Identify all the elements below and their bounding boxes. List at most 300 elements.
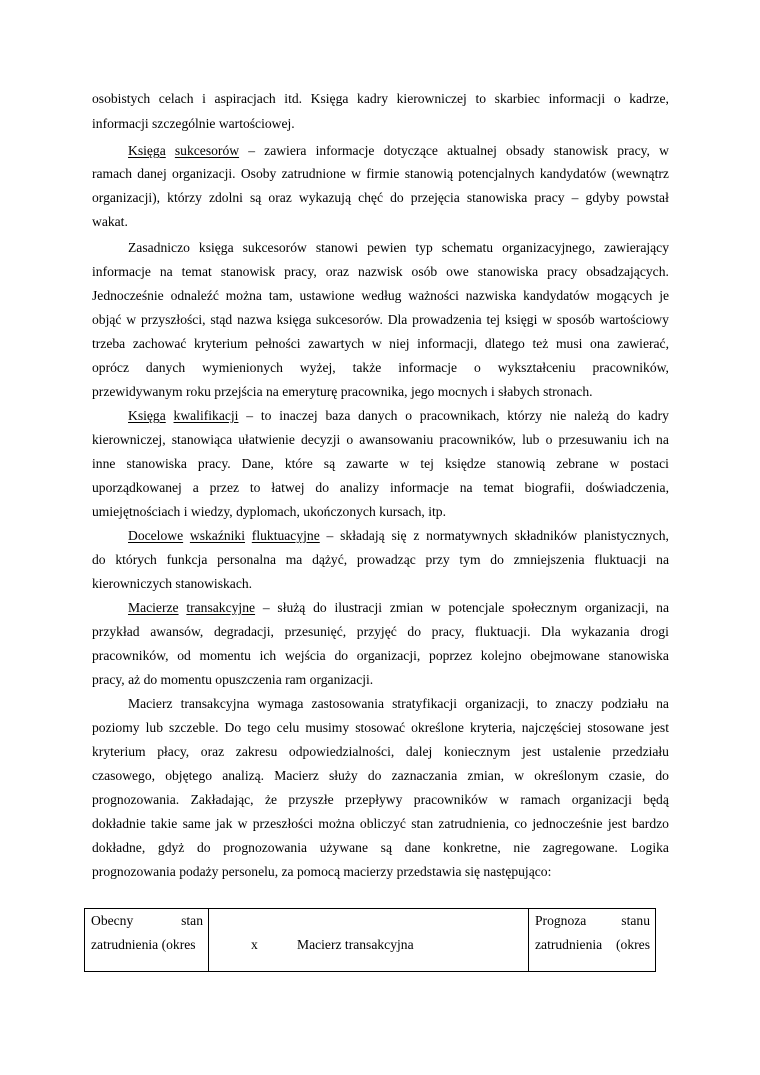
word: do <box>315 480 330 495</box>
word: o <box>613 91 621 106</box>
word: do <box>490 552 504 567</box>
word: społecznym <box>512 600 578 615</box>
word: że <box>264 792 278 807</box>
word: w <box>609 456 620 471</box>
text-line <box>92 358 669 378</box>
word: – <box>262 600 270 615</box>
word: jednocześnie <box>532 816 603 831</box>
word: danych <box>358 408 398 423</box>
word: wyżej, <box>299 360 336 375</box>
word: pracy, <box>284 264 317 279</box>
word: fluktuacji <box>594 552 647 567</box>
word: przykład <box>92 624 140 639</box>
word: zebrane <box>556 456 599 471</box>
word: obliczyć <box>359 816 406 831</box>
word: można <box>318 816 355 831</box>
word: o <box>405 408 412 423</box>
underlined-term: Księga <box>128 143 166 158</box>
word: takie <box>150 816 178 831</box>
text-run: informacji szczególnie wartościowej. <box>92 116 295 131</box>
word: dalej <box>405 744 433 759</box>
word: pracy, <box>431 624 465 639</box>
word: organizacji <box>571 792 632 807</box>
word: stanowiąca <box>171 432 233 447</box>
forecast-staff-cell <box>529 909 655 971</box>
word: ramach <box>520 792 561 807</box>
word: w <box>499 792 509 807</box>
word: schematu <box>441 240 494 255</box>
word: kierowniczej, <box>92 432 166 447</box>
word: zastosowania <box>311 696 385 711</box>
word: przeszłości <box>252 816 314 831</box>
word: nazwa <box>237 312 272 327</box>
word: kryterium <box>194 336 248 351</box>
word: pewien <box>367 240 407 255</box>
text-line <box>92 114 669 134</box>
matrix-label: Macierz transakcyjna <box>297 937 414 952</box>
word: których <box>115 552 157 567</box>
word: w <box>126 312 137 327</box>
word: o <box>346 432 354 447</box>
word: kadry <box>357 91 388 106</box>
word: należą <box>574 408 609 423</box>
word: decyzji <box>301 432 341 447</box>
forecast-table <box>84 908 656 972</box>
word: – <box>246 408 254 423</box>
word: to <box>475 91 487 106</box>
word: wejścia <box>284 648 326 663</box>
text-line <box>92 646 669 666</box>
word: zmniejszenia <box>513 552 585 567</box>
word: informacje <box>389 480 449 495</box>
word: którzy <box>507 408 542 423</box>
word: gdyż <box>157 840 185 855</box>
text-line <box>92 742 669 762</box>
word: baza <box>325 408 351 423</box>
word: aspiracjach <box>214 91 276 106</box>
word: dlatego <box>484 336 525 351</box>
word: w <box>659 143 669 158</box>
word: celu <box>276 720 300 735</box>
text-line <box>92 212 669 232</box>
underlined-term: Macierze <box>128 600 179 615</box>
word: przesunięć, <box>284 624 347 639</box>
word: degradacji, <box>213 624 274 639</box>
text-line <box>92 262 669 282</box>
word: oraz <box>325 264 350 279</box>
word: przejęcia <box>410 190 460 205</box>
word: awansowaniu <box>359 432 434 447</box>
word: organizacyjnego, <box>502 240 596 255</box>
word: owe <box>446 264 469 279</box>
word: inne <box>92 456 116 471</box>
word: zatrudnienia <box>535 937 603 952</box>
word: kolejno <box>480 648 522 663</box>
word: będą <box>643 792 669 807</box>
text-line <box>128 526 669 546</box>
word: konkretne, <box>442 840 501 855</box>
text-line <box>92 478 669 498</box>
text-line <box>128 238 669 258</box>
word: stanowiska <box>126 456 187 471</box>
text-line <box>92 790 669 810</box>
word: organizacji. <box>172 166 236 181</box>
word: pracowników, <box>592 360 669 375</box>
text-run: prognozowania podaży personelu, za pomocą macierzy przedstawia się następująco: <box>92 864 552 879</box>
word: na <box>656 552 669 567</box>
text-run: kierowniczych stanowiskach. <box>92 576 253 591</box>
word: składników <box>514 528 578 543</box>
word: o <box>545 432 553 447</box>
word: lub <box>145 720 163 735</box>
word: jak <box>215 816 233 831</box>
word: biografii, <box>524 480 575 495</box>
word: analizy <box>339 480 380 495</box>
word: Logika <box>630 840 669 855</box>
word: składają <box>340 528 385 543</box>
word: księga <box>276 312 312 327</box>
word: Obecny <box>91 913 134 928</box>
word: ważności <box>408 288 459 303</box>
word: łatwej <box>271 480 305 495</box>
word: temat <box>483 480 514 495</box>
word: jest <box>607 816 627 831</box>
word: służą <box>277 600 306 615</box>
text-line <box>92 550 669 570</box>
text-line <box>92 430 669 450</box>
word: stanowisk <box>553 143 609 158</box>
text-run: pracy, aż do momentu opuszczenia ram organizacji. <box>92 672 374 687</box>
word: transakcyjna <box>180 696 250 711</box>
text-line <box>92 89 669 109</box>
cell-line: zatrudnienia (okres <box>91 937 196 952</box>
word: zawarte <box>346 456 389 471</box>
word: prowadzenia <box>412 312 482 327</box>
word: dokładnie <box>92 816 146 831</box>
word: organizacji), <box>92 190 161 205</box>
word: informacji, <box>417 336 478 351</box>
word: kandydatów <box>523 288 590 303</box>
underlined-term: wskaźniki <box>189 528 246 543</box>
word: stanowiska <box>608 648 669 663</box>
word: także <box>352 360 382 375</box>
word: znaczy <box>555 696 594 711</box>
word: odpowiedzialności, <box>288 744 395 759</box>
text-run: umiejętnościach i wiedzy, dyplomach, ukończonych kursach, itp. <box>92 504 446 519</box>
text-line <box>92 814 669 834</box>
word: Zakładając, <box>190 792 254 807</box>
text-line <box>92 718 669 738</box>
word: płacy, <box>157 744 190 759</box>
word: przedziału <box>612 744 669 759</box>
word: do <box>334 648 349 663</box>
word: danych <box>145 360 186 375</box>
word: pracowników, <box>92 648 169 663</box>
word: kandydatów <box>539 166 607 181</box>
word: na <box>459 480 473 495</box>
cell-line <box>535 935 650 955</box>
word: Do <box>224 720 242 735</box>
word: sukcesorów. <box>316 312 383 327</box>
word: osób <box>411 264 438 279</box>
underlined-term: sukcesorów <box>174 143 240 158</box>
text-run: wakat. <box>92 214 128 229</box>
word: określone <box>411 720 464 735</box>
word: wymaga <box>257 696 304 711</box>
word: przyszłe <box>288 792 334 807</box>
cell-line <box>91 911 203 931</box>
word: stan <box>181 913 203 928</box>
word: ma <box>285 552 303 567</box>
word: przesuwaniu <box>558 432 628 447</box>
word: organizacji, <box>465 696 529 711</box>
word: zmian, <box>467 768 505 783</box>
word: ona <box>590 336 610 351</box>
word: w <box>542 312 553 327</box>
word: stanowisk <box>220 264 276 279</box>
word: potencjalnych <box>458 166 535 181</box>
current-staff-cell <box>85 909 209 971</box>
word: organizacji, <box>356 648 421 663</box>
word: uporządkowanej <box>92 480 182 495</box>
word: można <box>225 288 262 303</box>
word: inaczej <box>279 408 318 423</box>
word: są <box>323 456 336 471</box>
word: – <box>571 190 579 205</box>
word: wartościowy <box>599 312 669 327</box>
word: drogi <box>640 624 669 639</box>
word: prognozowania <box>223 840 308 855</box>
word: używane <box>319 840 369 855</box>
word: prognozowania. <box>92 792 180 807</box>
word: najczęściej <box>521 720 582 735</box>
word: służy <box>328 768 358 783</box>
word: przepływy <box>345 792 403 807</box>
matrix-cell <box>209 909 529 971</box>
word: wykazania <box>571 624 630 639</box>
word: ilustracji <box>334 600 383 615</box>
word: czasowego, <box>92 768 156 783</box>
word: (okres <box>616 937 650 952</box>
word: firmie <box>366 166 400 181</box>
word: są <box>380 840 392 855</box>
underlined-term: Księga <box>128 408 166 423</box>
word: szczeble. <box>169 720 219 735</box>
word: organizacji, <box>584 600 649 615</box>
word: według <box>361 288 402 303</box>
word: temat <box>181 264 212 279</box>
word: ustalenie <box>552 744 601 759</box>
text-line <box>92 188 669 208</box>
word: koniecznym <box>443 744 511 759</box>
word: Prognoza <box>535 913 587 928</box>
word: i <box>202 91 206 106</box>
word: wykształceniu <box>497 360 576 375</box>
word: stanowią <box>404 166 454 181</box>
word: zaznaczania <box>391 768 458 783</box>
word: Dla <box>541 624 561 639</box>
word: poprzez <box>429 648 473 663</box>
word: postaci <box>630 456 669 471</box>
word: księdze <box>445 456 486 471</box>
word: o <box>474 360 481 375</box>
text-line <box>92 286 669 306</box>
word: jest <box>521 744 541 759</box>
word: musi <box>555 336 583 351</box>
word: stanowiska <box>477 264 539 279</box>
word: co <box>514 816 528 831</box>
word: księga <box>198 240 234 255</box>
word: trzeba <box>92 336 126 351</box>
word: ich <box>259 648 277 663</box>
word: stanowią <box>496 456 546 471</box>
word: w <box>371 336 382 351</box>
text-line <box>92 622 669 642</box>
word: na <box>159 264 173 279</box>
word: do <box>407 624 422 639</box>
word: sukcesorów <box>242 240 307 255</box>
word: zawierać, <box>617 336 669 351</box>
word: poziomy <box>92 720 140 735</box>
word: ustawione <box>299 288 355 303</box>
word: dążyć, <box>312 552 348 567</box>
word: zatrudnione <box>281 166 346 181</box>
word: momentu <box>199 648 251 663</box>
word: lub <box>522 432 540 447</box>
word: przyjęć <box>356 624 397 639</box>
word: zakresu <box>235 744 278 759</box>
word: personalna <box>217 552 276 567</box>
word: analizą. <box>222 768 265 783</box>
word: oraz <box>200 744 225 759</box>
word: – <box>248 143 256 158</box>
word: się <box>391 528 407 543</box>
word: w <box>430 600 441 615</box>
word: którzy <box>167 190 202 205</box>
word: pracy. <box>197 456 231 471</box>
text-line <box>92 164 669 184</box>
word: normatywnych <box>426 528 508 543</box>
text-line <box>92 862 669 882</box>
word: dokładne, <box>92 840 146 855</box>
word: celach <box>158 91 194 106</box>
word: zdolni <box>208 190 243 205</box>
word: obsadzających. <box>586 264 669 279</box>
word: które <box>284 456 313 471</box>
word: do <box>92 552 106 567</box>
text-line <box>128 406 669 426</box>
word: Dane, <box>241 456 274 471</box>
word: pełności <box>255 336 301 351</box>
word: a <box>192 480 199 495</box>
word: ułatwienie <box>238 432 295 447</box>
word: to <box>249 480 261 495</box>
word: kryteria, <box>470 720 516 735</box>
word: itd. <box>284 91 303 106</box>
word: też <box>532 336 549 351</box>
text-line <box>92 766 669 786</box>
word: danej <box>137 166 167 181</box>
word: ramach <box>92 166 132 181</box>
word: stąd <box>210 312 233 327</box>
word: nie <box>549 408 567 423</box>
word: stosować <box>355 720 406 735</box>
word: stratyfikacji <box>392 696 458 711</box>
word: odnaleźć <box>170 288 219 303</box>
word: aktualnej <box>447 143 497 158</box>
word: Zasadniczo <box>128 240 190 255</box>
word: je <box>659 288 669 303</box>
word: na <box>656 696 669 711</box>
word: objąć <box>92 312 122 327</box>
text-line <box>92 454 669 474</box>
word: potencjale <box>448 600 505 615</box>
word: to <box>536 696 548 711</box>
word: funkcja <box>166 552 208 567</box>
word: w <box>514 768 525 783</box>
word: na <box>656 432 669 447</box>
word: pracy, <box>617 143 650 158</box>
underlined-term: Docelowe <box>128 528 184 543</box>
word: doświadczenia, <box>585 480 669 495</box>
word: księgi <box>504 312 538 327</box>
word: musimy <box>305 720 350 735</box>
word: gdyby <box>585 190 620 205</box>
word: tej <box>486 312 501 327</box>
word: mogących <box>596 288 653 303</box>
word: nazwiska <box>465 288 517 303</box>
word: skarbiec <box>494 91 540 106</box>
cell-line <box>535 911 650 931</box>
word: chęć <box>358 190 383 205</box>
word: tam, <box>268 288 293 303</box>
word: fluktuacji. <box>475 624 531 639</box>
word: oprócz <box>92 360 129 375</box>
word: pracy <box>547 264 578 279</box>
text-line <box>92 382 669 402</box>
word: do <box>367 768 382 783</box>
word: to <box>260 408 272 423</box>
word: bardzo <box>631 816 669 831</box>
text-run: przewidywanym roku przejścia na emeryturę pracownika, jego mocnych i słabych stronach. <box>92 384 593 399</box>
word: przez <box>209 480 240 495</box>
word: do <box>313 600 327 615</box>
text-line <box>92 502 669 522</box>
word: są <box>250 190 262 205</box>
text-line <box>128 694 669 714</box>
word: kierowniczej <box>396 91 467 106</box>
word: informacje <box>92 264 151 279</box>
text-line <box>92 334 669 354</box>
text-line <box>128 598 669 618</box>
text-line <box>92 838 669 858</box>
word: kadry <box>637 408 669 423</box>
word: zawierający <box>604 240 669 255</box>
text-line <box>92 310 669 330</box>
word: zawiera <box>264 143 307 158</box>
word: niej <box>389 336 410 351</box>
word: Osoby <box>240 166 277 181</box>
word: stanowiska <box>466 190 528 205</box>
word: kadrze, <box>629 91 669 106</box>
word: w <box>351 166 361 181</box>
word: do <box>655 768 669 783</box>
word: przyszłości, <box>140 312 206 327</box>
word: pracowników, <box>439 432 516 447</box>
word: sposób <box>556 312 595 327</box>
underlined-term: transakcyjne <box>186 600 256 615</box>
word: – <box>326 528 334 543</box>
